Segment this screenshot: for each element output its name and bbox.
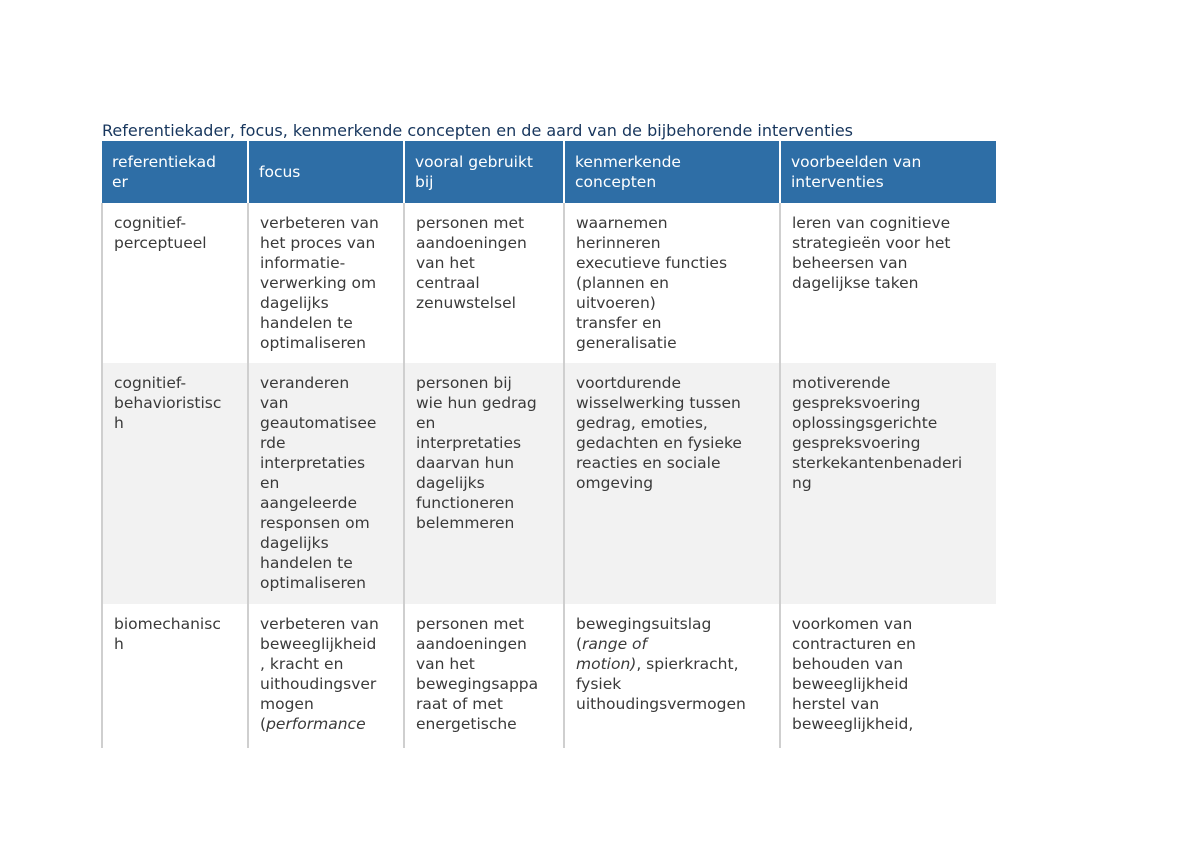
cell-concepten: [564, 604, 780, 748]
cell-focus-text: [260, 614, 393, 734]
concepten-text-post: , spierkracht, fysiek uithoudingsvermogen: [576, 655, 746, 713]
focus-text-pre: verbeteren van beweeglijkheid , kracht en uithoudingsver mogen (: [260, 615, 379, 733]
header-focus: focus: [248, 141, 404, 203]
cell-gebruikt: personen met aandoeningen van het centraal zenuwstelsel: [404, 203, 564, 363]
concepten-text-italic: range of motion): [576, 635, 647, 673]
cell-concepten: waarnemen herinneren executieve functies (plannen en uitvoeren) transfer en generalisatie: [564, 203, 780, 363]
cell-gebruikt: [404, 604, 564, 748]
table-header-row: [102, 141, 996, 203]
cell-focus: veranderen van geautomatisee rde interpretaties en aangeleerde responsen om dagelijks handelen te optimaliseren: [248, 363, 404, 604]
frames-of-reference-table: [101, 141, 996, 748]
concepten-text-pre: bewegingsuitslag (: [576, 615, 712, 653]
table-row: [102, 203, 996, 363]
cell-gebruikt-text: personen met aandoeningen van het bewegingsappa raat of met energetische: [416, 615, 539, 733]
header-voorbeelden-interventies: voorbeelden van interventies: [780, 141, 996, 203]
table-row: [102, 604, 996, 748]
header-vooral-gebruikt-bij: vooral gebruikt bij: [404, 141, 564, 203]
header-kenmerkende-concepten: kenmerkende concepten: [564, 141, 780, 203]
cell-gebruikt: personen bij wie hun gedrag en interpretaties daarvan hun dagelijks functioneren belemmeren: [404, 363, 564, 604]
cell-interventies: leren van cognitieve strategieën voor het beheersen van dagelijkse taken: [780, 203, 996, 363]
cell-concepten: voortdurende wisselwerking tussen gedrag, emoties, gedachten en fysieke reacties en sociale omgeving: [564, 363, 780, 604]
focus-text-italic: performance: [266, 715, 366, 733]
cell-interventies: motiverende gespreksvoering oplossingsgerichte gespreksvoering sterkekantenbenaderi ng: [780, 363, 996, 604]
cell-kader: cognitief- behavioristisc h: [102, 363, 248, 604]
header-referentiekader: referentiekad er: [102, 141, 248, 203]
cell-focus: [248, 604, 404, 748]
cell-kader: cognitief- perceptueel: [102, 203, 248, 363]
cell-focus: verbeteren van het proces van informatie- verwerking om dagelijks handelen te optimaliseren: [248, 203, 404, 363]
cell-kader-text: biomechanisc h: [114, 615, 221, 653]
table-row: [102, 363, 996, 604]
table-caption: Referentiekader, focus, kenmerkende concepten en de aard van de bijbehorende interventies: [102, 121, 854, 140]
cell-interventies-text: voorkomen van contracturen en behouden van beweeglijkheid herstel van beweeglijkheid,: [792, 615, 916, 733]
cell-kader: [102, 604, 248, 748]
cell-interventies: [780, 604, 996, 748]
cell-concepten-text: [576, 614, 769, 714]
